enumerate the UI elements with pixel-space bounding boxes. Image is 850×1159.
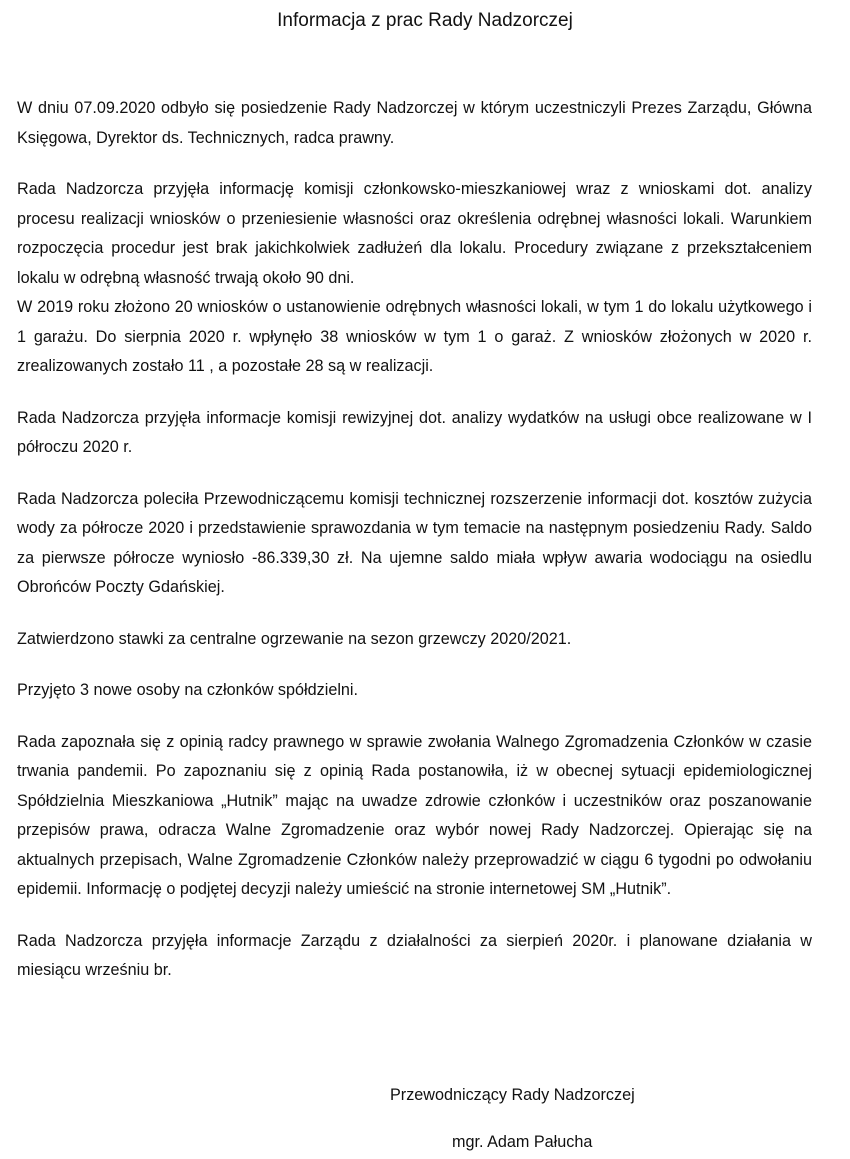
paragraph-water-costs: Rada Nadzorcza poleciła Przewodniczącemu komisji technicznej rozszerzenie informacji dot. kosztów zużycia wody za półrocze 2020 i przedstawienie sprawozdania w tym temacie na następnym posiedzeniu Rady. Saldo za pierwsze półrocze wyniosło -86.339,30 zł. Na ujemne saldo miała wpływ awaria wodociągu na osiedlu Obrońców Poczty Gdańskiej. — [17, 489, 812, 596]
document-body — [17, 94, 812, 1008]
paragraph-applications: W 2019 roku złożono 20 wniosków o ustanowienie odrębnych własności lokali, w tym 1 do lokalu użytkowego i 1 garażu. Do sierpnia 2020 r. wpłynęło 38 wniosków w tym 1 o garaż. Z wniosków złożonych w 2020 r. zrealizowanych zostało 11 , a pozostałe 28 są w realizacji. — [17, 298, 812, 375]
paragraph-audit-commission: Rada Nadzorcza przyjęła informacje komisji rewizyjnej dot. analizy wydatków na usługi obce realizowane w I półroczu 2020 r. — [17, 408, 812, 456]
paragraph-new-members: Przyjęto 3 nowe osoby na członków spółdzielni. — [17, 681, 359, 699]
paragraph-membership-commission: Rada Nadzorcza przyjęła informację komisji członkowsko-mieszkaniowej wraz z wnioskami dot. analizy procesu realizacji wniosków o przeniesienie własności oraz określenia odrębnej własności lokali. Warunkiem rozpoczęcia procedur jest brak jakichkolwiek zadłużeń dla lokalu. Procedury związane z przekształceniem lokalu w odrębną własność trwają około 90 dni. — [17, 180, 812, 287]
paragraph-general-assembly: Rada zapoznała się z opinią radcy prawnego w sprawie zwołania Walnego Zgromadzenia Członków w czasie trwania pandemii. Po zapoznaniu się z opinią Rada postanowiła, iż w obecnej sytuacji epidemiologicznej Spółdzielnia Mieszkaniowa „Hutnik” mając na uwadze zdrowie członków i uczestników oraz poszanowanie przepisów prawa, odracza Walne Zgromadzenie oraz wybór nowej Rady Nadzorczej. Opierając się na aktualnych przepisach, Walne Zgromadzenie Członków należy przeprowadzić w ciągu 6 tygodni po odwołaniu epidemii. Informację o podjętej decyzji należy umieścić na stronie internetowej SM „Hutnik”. — [17, 732, 812, 898]
paragraph-meeting: W dniu 07.09.2020 odbyło się posiedzenie Rady Nadzorczej w którym uczestniczyli Prezes Zarządu, Główna Księgowa, Dyrektor ds. Technicznych, radca prawny. — [17, 99, 812, 147]
document-title: Informacja z prac Rady Nadzorczej — [277, 10, 573, 31]
signature-name: mgr. Adam Pałucha — [452, 1133, 593, 1151]
paragraph-heating-rates: Zatwierdzono stawki za centralne ogrzewanie na sezon grzewczy 2020/2021. — [17, 629, 572, 648]
signature-role: Przewodniczący Rady Nadzorczej — [390, 1086, 635, 1104]
paragraph-board-report: Rada Nadzorcza przyjęła informacje Zarządu z działalności za sierpień 2020r. i planowane działania w miesiącu wrześniu br. — [17, 931, 812, 979]
